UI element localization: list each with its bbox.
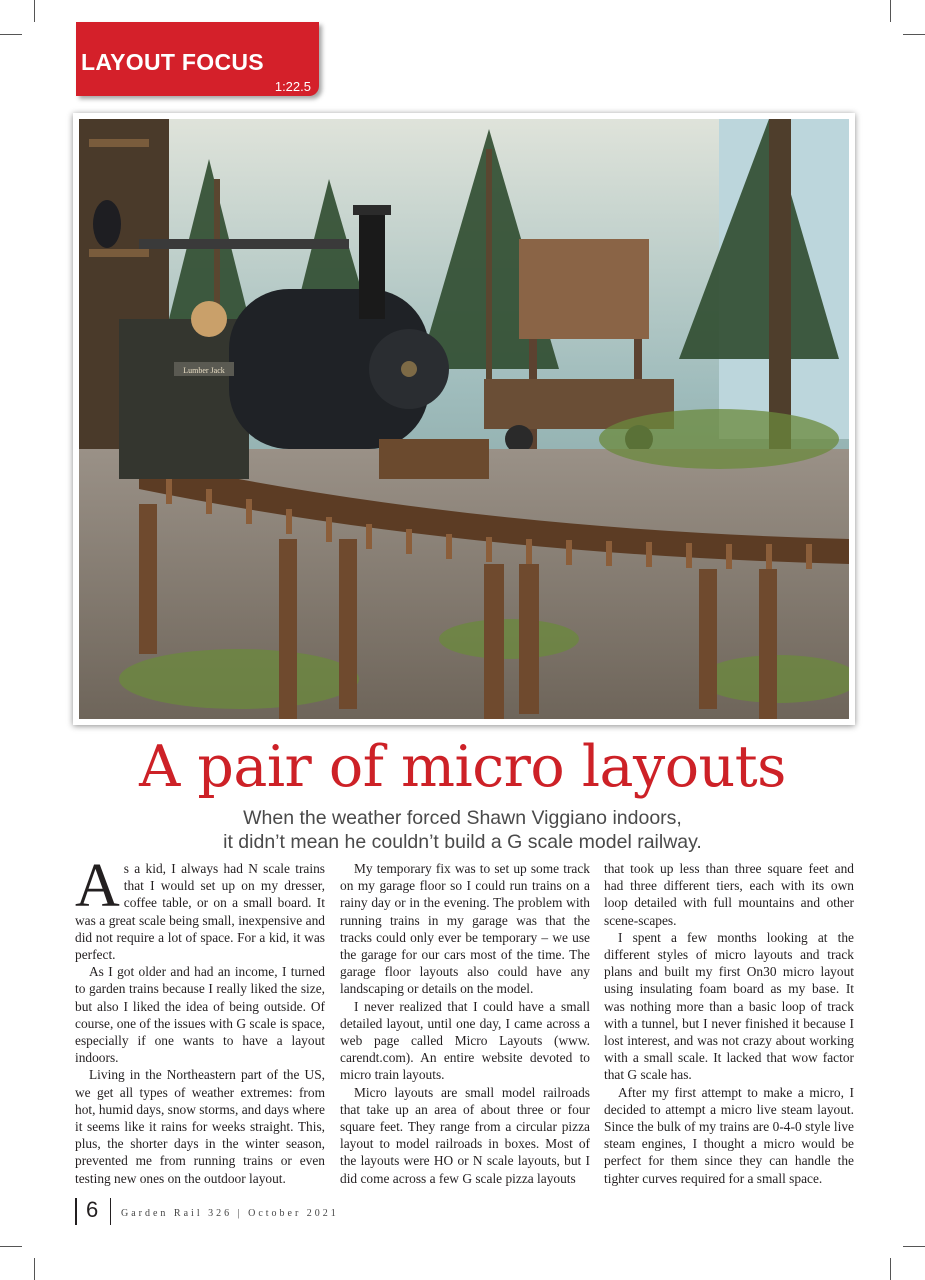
- crop-mark: [34, 0, 35, 22]
- page-number: 6: [86, 1197, 99, 1222]
- article-paragraph: I spent a few months looking at the different styles of micro layouts and track plans and built my first On30 micro layout using insulating foam board as my base. It was nothing more than a basic loop of track with a tunnel, but I never finished it because I lost interest, and was not crazy about working with a small scale. It lacked that wow factor that G scale has.: [604, 929, 854, 1083]
- crop-mark: [890, 1258, 891, 1280]
- folio-divider: [75, 1198, 77, 1225]
- layout-photo-illustration: [79, 119, 849, 719]
- crop-mark: [0, 34, 22, 35]
- article-column-1: [75, 852, 325, 1187]
- crop-mark: [890, 0, 891, 22]
- standfirst-line: When the weather forced Shawn Viggiano indoors,: [243, 807, 682, 829]
- crop-mark: [903, 34, 925, 35]
- article-paragraph: As I got older and had an income, I turned to garden trains because I really liked the size, but also I liked the idea of being outside. Of course, one of the issues with G scale is space, especially if one wants to have a layout indoors.: [75, 964, 325, 1066]
- article-paragraph: that took up less than three square feet and had three different tiers, each with its own loop detailed with full mountains and other scene-scapes.: [604, 861, 854, 928]
- article-standfirst: [0, 806, 925, 854]
- article-paragraph: Micro layouts are small model railroads that take up an area of about three or four square feet. They range from a circular pizza layout to model railroads in boxes. Most of the layouts were HO or N scale layouts, but I did come across a few G scale pizza layouts: [340, 1084, 590, 1186]
- drop-cap: A: [75, 852, 120, 920]
- crop-mark: [903, 1246, 925, 1247]
- article-paragraph: Living in the Northeastern part of the US, we get all types of weather extremes: from hot, humid days, snow storms, and days where it seems like it rains for weeks straight. This, plus, the shorter days in the winter season, prevented me from running trains or even testing new ones on the outdoor layout.: [75, 1067, 325, 1186]
- article-headline: A pair of micro layouts: [139, 734, 786, 800]
- article-paragraph: I never realized that I could have a small detailed layout, until one day, I came across a web page called Micro Layouts (www. carendt.com). An entire website devoted to micro train layouts.: [340, 998, 590, 1083]
- article-paragraph: My temporary fix was to set up some track on my garage floor so I could run trains on a rainy day or in the evening. The problem with running trains in my garage was that the tracks could only ever be temporary – we use the garage for our cars most of the time. The garage floor layouts also could have any landscaping or details on the model.: [340, 861, 590, 997]
- paragraph-text: s a kid, I always had N scale trains that I would set up on my dresser, coffee table, or on a small board. It was a great scale being small, inexpensive and did not require a lot of space. For a kid, it was perfect.: [75, 861, 325, 963]
- section-title: LAYOUT FOCUS: [81, 49, 264, 75]
- locomotive-nameplate: Lumber Jack: [183, 366, 225, 375]
- crop-mark: [0, 1246, 22, 1247]
- lead-photo: [79, 119, 849, 719]
- section-tab: [76, 22, 319, 96]
- standfirst-line: it didn’t mean he couldn’t build a G scale model railway.: [223, 831, 702, 853]
- article-paragraph: After my first attempt to make a micro, I decided to attempt a micro live steam layout. Since the bulk of my trains are 0-4-0 style live steam engines, I thought a micro would be perfect for them since they can handle the tighter curves required for a small space.: [604, 1084, 854, 1186]
- section-scale: 1:22.5: [274, 79, 311, 94]
- crop-mark: [34, 1258, 35, 1280]
- publication-line: Garden Rail 326 | October 2021: [121, 1208, 339, 1219]
- folio-divider: [110, 1198, 111, 1225]
- article-column-2: [340, 860, 590, 1187]
- article-paragraph: [75, 852, 325, 963]
- lead-photo-frame: [73, 113, 855, 725]
- article-column-3: [604, 860, 854, 1187]
